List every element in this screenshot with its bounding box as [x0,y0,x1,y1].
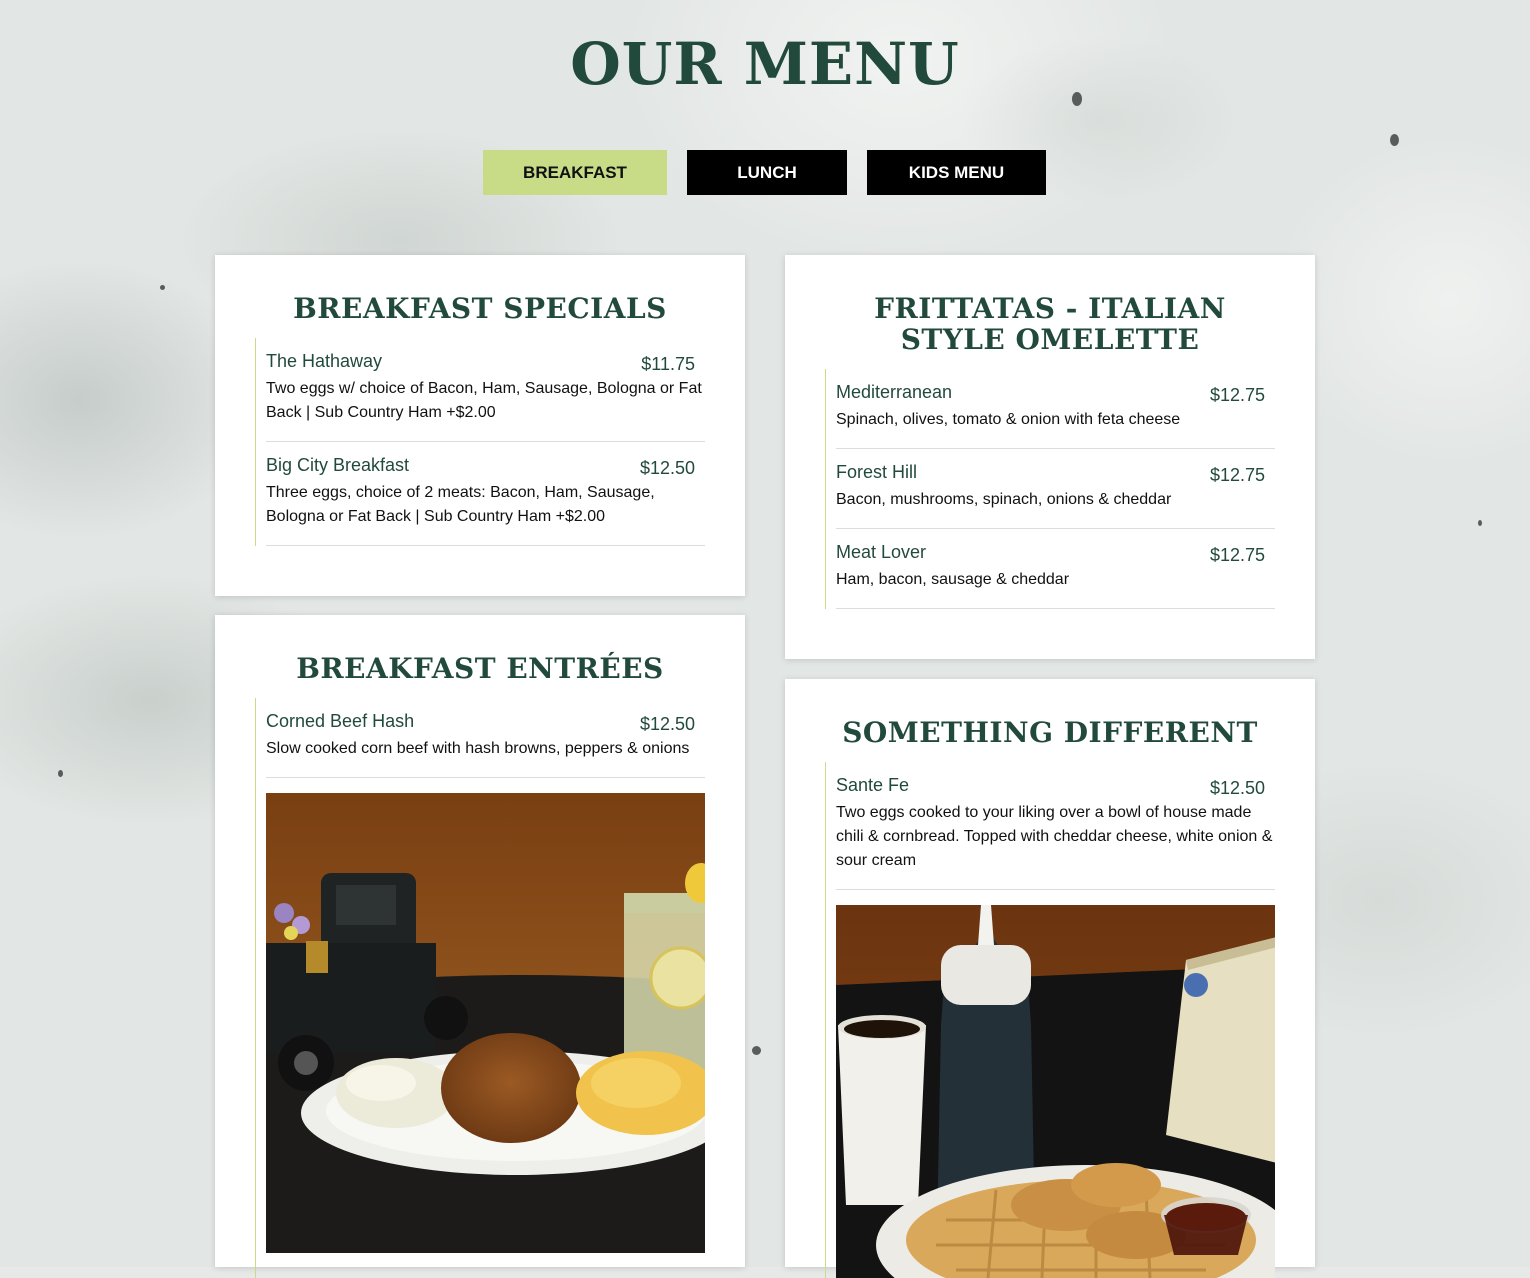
food-photo [266,793,705,1253]
item-description: Bacon, mushrooms, spinach, onions & cheddar [836,491,1172,508]
item-name: Sante Fe [836,775,910,795]
section-heading: FRITTATAS - ITALIAN STYLE OMELETTE [874,292,1226,356]
item-price: $12.75 [1209,465,1265,485]
menu-tabs [483,150,1046,195]
item-name: Corned Beef Hash [266,711,415,731]
item-description: Three eggs, choice of 2 meats: Bacon, Ham, Sausage, Bologna or Fat Back | Sub Country Ham +$2.00 [266,484,655,525]
food-photo-illustration [836,905,1275,1278]
menu-item [266,442,705,546]
menu-item-list [825,369,1275,609]
breakfast-specials-card [215,255,745,596]
menu-item-list [255,698,705,1278]
menu-item [266,338,705,442]
item-description: Two eggs w/ choice of Bacon, Ham, Sausage, Bologna or Fat Back | Sub Country Ham +$2.00 [266,380,702,421]
food-photo [836,905,1275,1278]
section-heading: SOMETHING DIFFERENT [842,716,1258,749]
menu-item [836,529,1275,609]
page-title: OUR MENU [570,30,960,98]
item-description: Two eggs cooked to your liking over a bowl of house made chili & cornbread. Topped with cheddar cheese, white onion & sour cream [836,804,1273,869]
menu-item [836,369,1275,449]
frittatas-card [785,255,1315,659]
item-name: Meat Lover [836,542,927,562]
section-heading: BREAKFAST ENTRÉES [296,652,664,685]
item-name: Mediterranean [836,382,953,402]
item-price: $12.50 [639,458,695,478]
item-price: $12.50 [639,714,695,734]
something-different-card [785,679,1315,1267]
item-price: $11.75 [641,354,695,374]
item-description: Spinach, olives, tomato & onion with feta cheese [836,411,1181,428]
item-description: Slow cooked corn beef with hash browns, peppers & onions [266,740,690,757]
menu-item [836,762,1275,890]
item-description: Ham, bacon, sausage & cheddar [836,571,1070,588]
menu-item [836,449,1275,529]
item-name: Forest Hill [836,462,918,482]
section-heading: BREAKFAST SPECIALS [293,292,667,325]
tab-kids-menu[interactable]: KIDS MENU [867,150,1046,195]
menu-item-list [825,762,1275,1278]
menu-item [266,698,705,778]
food-photo-illustration [266,793,705,1253]
item-price: $12.50 [1209,778,1265,798]
item-price: $12.75 [1209,545,1265,565]
tab-lunch[interactable]: LUNCH [687,150,847,195]
menu-item-list [255,338,705,546]
breakfast-entrees-card [215,615,745,1267]
tab-breakfast[interactable]: BREAKFAST [483,150,667,195]
item-name: The Hathaway [266,351,383,371]
item-price: $12.75 [1209,385,1265,405]
item-name: Big City Breakfast [266,455,410,475]
